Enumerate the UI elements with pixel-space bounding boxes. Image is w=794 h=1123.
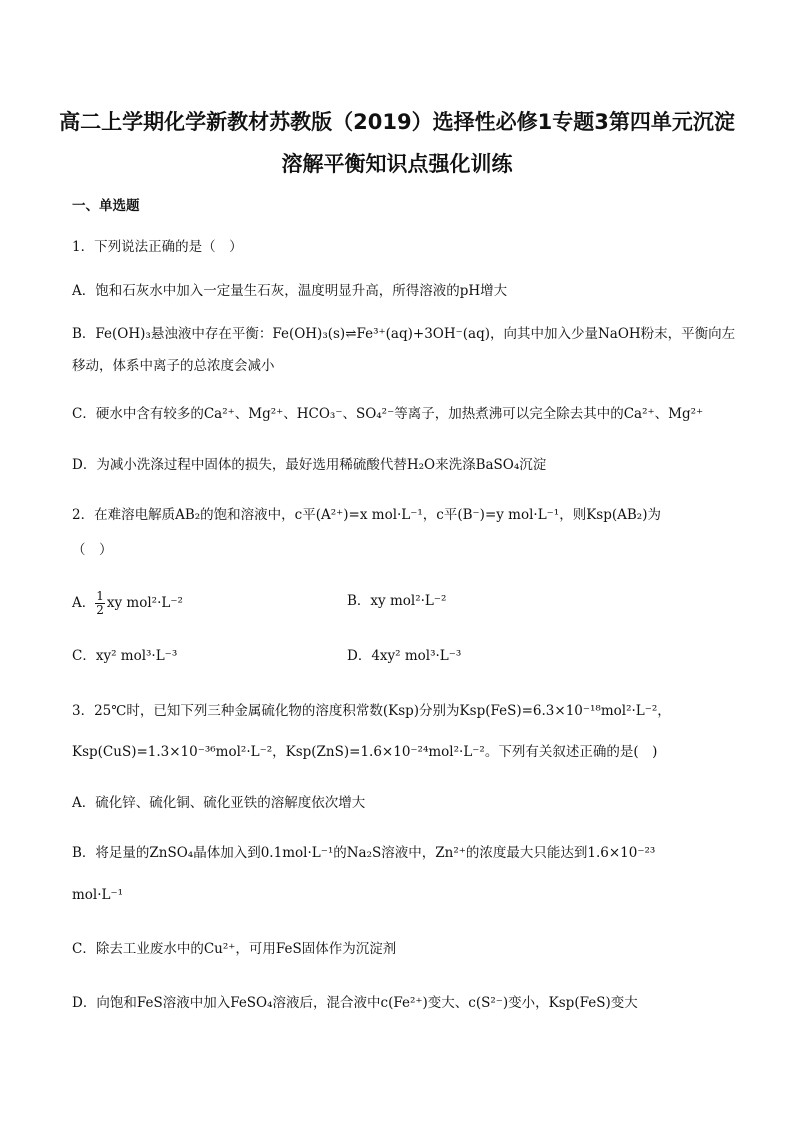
document-title-line2: 溶解平衡知识点强化训练	[281, 152, 513, 176]
q3-stem: 3．25℃时，已知下列三种金属硫化物的溶度积常数(Ksp)分别为Ksp(FeS)=6.3×10⁻¹⁸mol²·L⁻²，	[72, 703, 671, 719]
document-title-line1: 高二上学期化学新教材苏教版（2019）选择性必修1专题3第四单元沉淀	[59, 110, 735, 134]
fraction-denominator: 2	[96, 603, 104, 617]
fraction	[95, 590, 105, 617]
q2-option-a-text: xy mol²·L⁻²	[106, 595, 183, 611]
q1-stem: 1．下列说法正确的是（ ）	[72, 239, 243, 255]
q3-option-b-line2: mol·L⁻¹	[72, 887, 124, 903]
q3-option-d: D．向饱和FeS溶液中加入FeSO₄溶液后，混合液中c(Fe²⁺)变大、c(S²⁻)变小，Ksp(FeS)变大	[72, 995, 638, 1011]
q3-stem-line2: Ksp(CuS)=1.3×10⁻³⁶mol²·L⁻²，Ksp(ZnS)=1.6×10⁻²⁴mol²·L⁻²。下列有关叙述正确的是( )	[72, 744, 658, 760]
q1-option-b-line1: B．Fe(OH)₃悬浊液中存在平衡：Fe(OH)₃(s)⇌Fe³⁺(aq)+3OH⁻(aq)，向其中加入少量NaOH粉末，平衡向左	[72, 326, 736, 342]
q2-option-a-label: A．	[72, 595, 96, 611]
q2-option-b: B．xy mol²·L⁻²	[347, 593, 447, 609]
q1-option-c: C．硬水中含有较多的Ca²⁺、Mg²⁺、HCO₃⁻、SO₄²⁻等离子，加热煮沸可以完全除去其中的Ca²⁺、Mg²⁺	[72, 406, 704, 422]
q2-option-a	[72, 590, 183, 617]
q2-option-c: C．xy² mol³·L⁻³	[72, 648, 178, 664]
q2-option-d: D．4xy² mol³·L⁻³	[347, 648, 462, 664]
q3-option-b-line1: B．将足量的ZnSO₄晶体加入到0.1mol·L⁻¹的Na₂S溶液中，Zn²⁺的浓度最大只能达到1.6×10⁻²³	[72, 845, 656, 861]
q3-option-a: A．硫化锌、硫化铜、硫化亚铁的溶解度依次增大	[72, 795, 366, 811]
fraction-numerator: 1	[96, 589, 104, 603]
q1-option-a: A．饱和石灰水中加入一定量生石灰，温度明显升高，所得溶液的pH增大	[72, 283, 508, 299]
q3-option-c: C．除去工业废水中的Cu²⁺，可用FeS固体作为沉淀剂	[72, 941, 397, 957]
q1-option-b-line2: 移动，体系中离子的总浓度会减小	[72, 358, 275, 374]
section-heading: 一、单选题	[72, 198, 140, 214]
q2-stem-blank: （ ）	[72, 542, 113, 558]
q2-stem: 2．在难溶电解质AB₂的饱和溶液中，c平(A²⁺)=x mol·L⁻¹，c平(B⁻)=y mol·L⁻¹，则Ksp(AB₂)为	[72, 507, 661, 523]
q1-option-d: D．为减小洗涤过程中固体的损失，最好选用稀硫酸代替H₂O来洗涤BaSO₄沉淀	[72, 457, 547, 473]
